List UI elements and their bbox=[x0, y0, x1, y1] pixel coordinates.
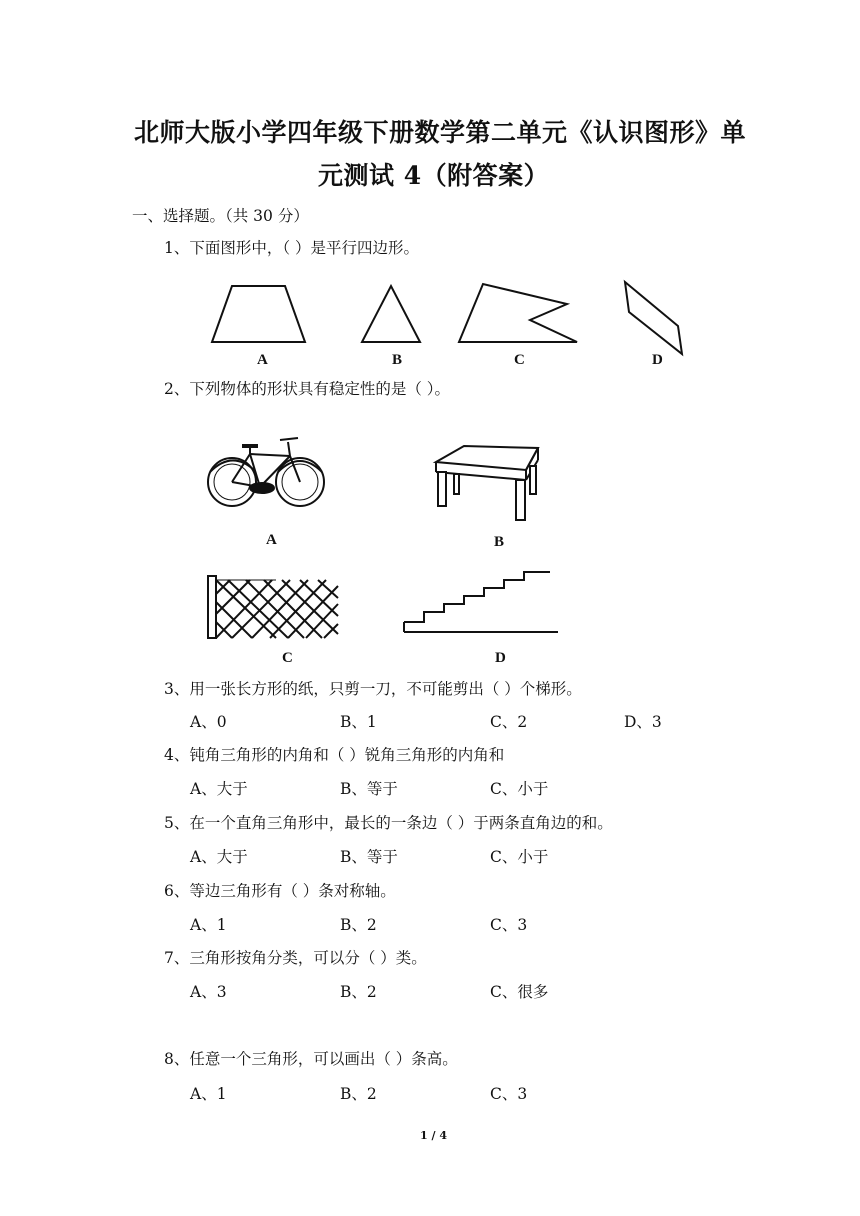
parallelogram-shape bbox=[625, 282, 682, 354]
q1-label-c: C bbox=[514, 352, 525, 368]
question-4: 4、钝角三角形的内角和（ ）锐角三角形的内角和 bbox=[164, 746, 505, 764]
question-5: 5、在一个直角三角形中，最长的一条边（ ）于两条直角边的和。 bbox=[164, 814, 613, 832]
question-7: 7、三角形按角分类，可以分（ ）类。 bbox=[164, 949, 427, 967]
concave-shape bbox=[459, 284, 577, 342]
question-8: 8、任意一个三角形，可以画出（ ）条高。 bbox=[164, 1050, 458, 1068]
page-number: 1 / 4 bbox=[420, 1129, 447, 1142]
page-title-line2: 元测试 4（附答案） bbox=[318, 161, 550, 190]
q4-option-a[interactable]: A、大于 bbox=[190, 780, 248, 798]
q8-option-a[interactable]: A、1 bbox=[190, 1085, 227, 1103]
question-1: 1、下面图形中，（ ）是平行四边形。 bbox=[164, 239, 420, 257]
lattice-gate-picture bbox=[206, 572, 346, 642]
q3-option-c[interactable]: C、2 bbox=[490, 713, 528, 731]
q5-option-b[interactable]: B、等于 bbox=[340, 848, 398, 866]
q6-option-b[interactable]: B、2 bbox=[340, 916, 377, 934]
q6-option-c[interactable]: C、3 bbox=[490, 916, 528, 934]
q1-shapes-figure bbox=[0, 270, 860, 390]
q3-option-b[interactable]: B、1 bbox=[340, 713, 377, 731]
bicycle-picture bbox=[202, 432, 332, 512]
q7-option-c[interactable]: C、很多 bbox=[490, 983, 549, 1001]
q6-option-a[interactable]: A、1 bbox=[190, 916, 227, 934]
q1-label-b: B bbox=[392, 352, 403, 368]
q2-label-b: B bbox=[494, 534, 505, 550]
triangle-shape bbox=[362, 286, 420, 342]
trapezoid-shape bbox=[212, 286, 305, 342]
q8-option-b[interactable]: B、2 bbox=[340, 1085, 377, 1103]
q2-label-a: A bbox=[266, 532, 277, 548]
q4-option-c[interactable]: C、小于 bbox=[490, 780, 549, 798]
q7-option-b[interactable]: B、2 bbox=[340, 983, 377, 1001]
q7-option-a[interactable]: A、3 bbox=[190, 983, 227, 1001]
question-2: 2、下列物体的形状具有稳定性的是（ ）。 bbox=[164, 380, 451, 398]
q1-label-d: D bbox=[652, 352, 663, 368]
question-3: 3、用一张长方形的纸，只剪一刀，不可能剪出（ ）个梯形。 bbox=[164, 680, 582, 698]
q4-option-b[interactable]: B、等于 bbox=[340, 780, 398, 798]
q1-label-a: A bbox=[257, 352, 268, 368]
q5-option-c[interactable]: C、小于 bbox=[490, 848, 549, 866]
section-heading: 一、选择题。（共 30 分） bbox=[132, 207, 309, 225]
q2-label-d: D bbox=[495, 650, 506, 666]
q8-option-c[interactable]: C、3 bbox=[490, 1085, 528, 1103]
question-6: 6、等边三角形有（ ）条对称轴。 bbox=[164, 882, 396, 900]
q3-option-d[interactable]: D、3 bbox=[624, 713, 662, 731]
table-picture bbox=[428, 440, 548, 530]
q5-option-a[interactable]: A、大于 bbox=[190, 848, 248, 866]
page-title-line1: 北师大版小学四年级下册数学第二单元《认识图形》单 bbox=[134, 118, 747, 147]
stairs-picture bbox=[402, 566, 562, 636]
q3-option-a[interactable]: A、0 bbox=[190, 713, 227, 731]
q2-label-c: C bbox=[282, 650, 293, 666]
